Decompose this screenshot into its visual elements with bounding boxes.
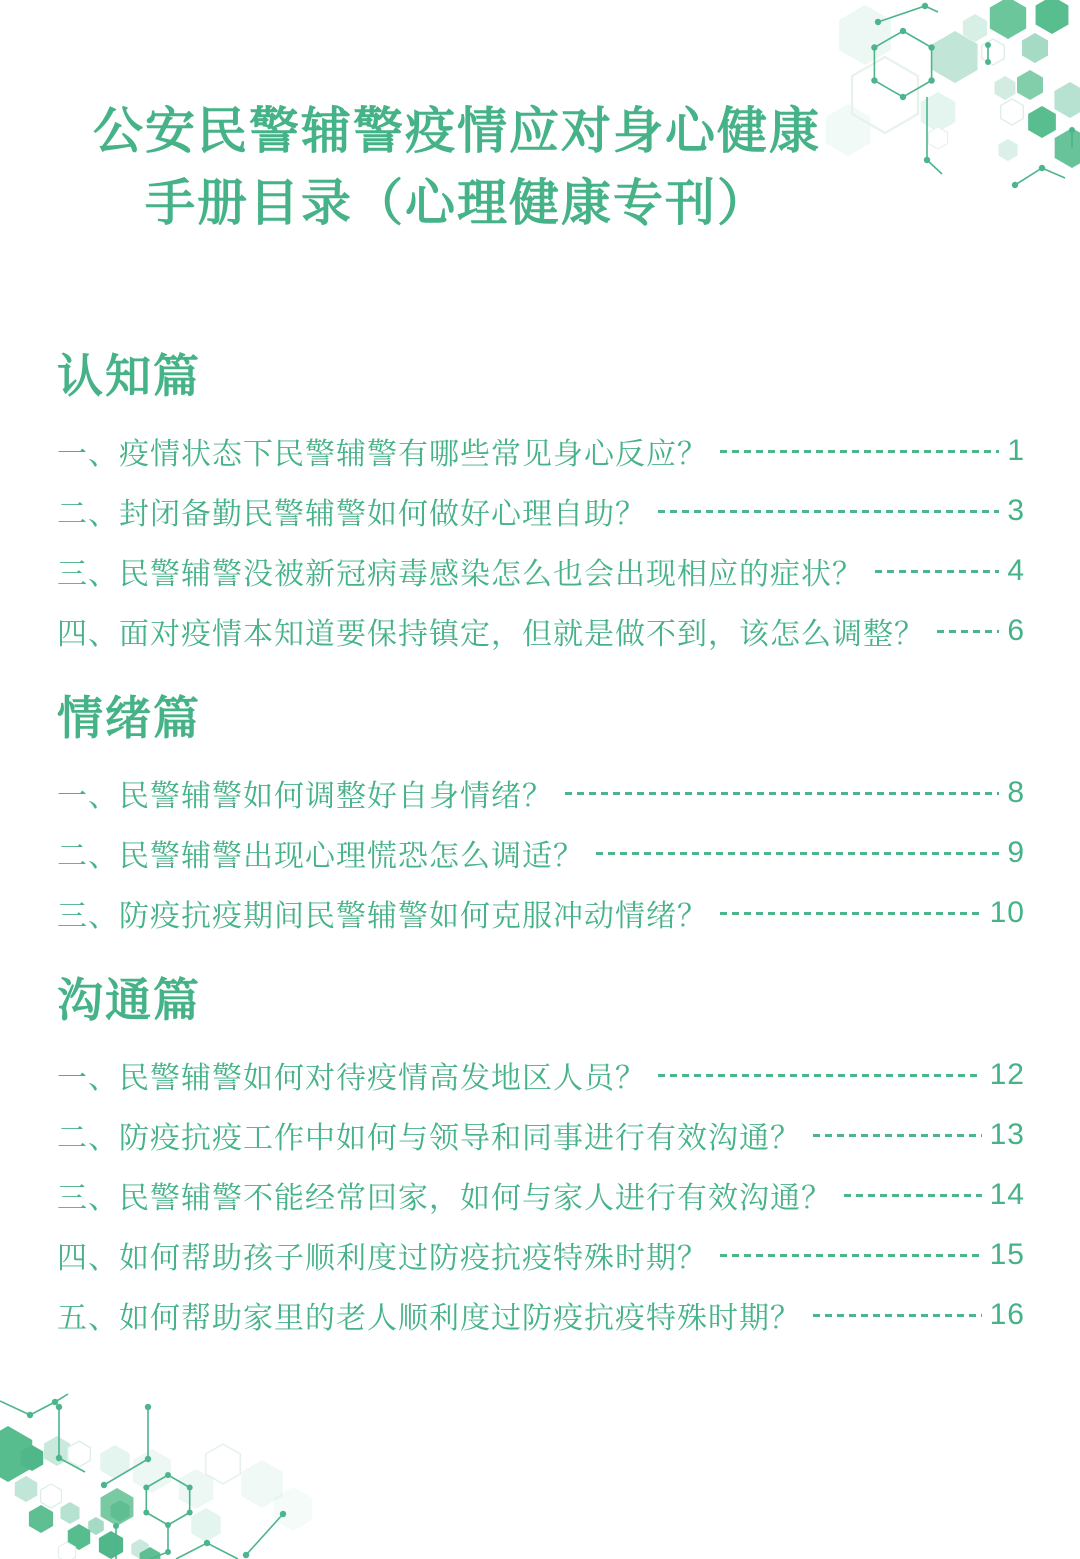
toc-entry-page-number: 10 — [989, 896, 1025, 929]
toc-entry-label: 一、民警辅警如何对待疫情高发地区人员？ — [57, 1062, 646, 1095]
toc-entry-label: 三、防疫抗疫期间民警辅警如何克服冲动情绪？ — [57, 900, 708, 933]
toc-entry-page-number: 13 — [989, 1118, 1025, 1151]
toc-entry-page-number: 12 — [989, 1058, 1025, 1091]
dashed-leader — [720, 1254, 982, 1257]
toc-entry-page-number: 8 — [1007, 776, 1025, 809]
dashed-leader — [875, 570, 999, 573]
section-heading: 情绪篇 — [57, 692, 201, 744]
dashed-leader — [813, 1134, 982, 1137]
section-items — [57, 421, 1025, 661]
toc-section — [57, 687, 1025, 943]
toc-entry-page-number: 4 — [1007, 554, 1025, 587]
toc-entry-label: 三、民警辅警没被新冠病毒感染怎么也会出现相应的症状？ — [57, 558, 863, 591]
toc-entry[interactable] — [57, 541, 1025, 601]
toc-entry[interactable] — [57, 823, 1025, 883]
section-heading: 沟通篇 — [57, 974, 201, 1026]
dashed-leader — [937, 630, 999, 633]
toc-entry-page-number: 14 — [989, 1178, 1025, 1211]
section-heading: 认知篇 — [57, 350, 201, 402]
dashed-leader — [720, 450, 999, 453]
toc-entry-page-number: 9 — [1007, 836, 1025, 869]
toc-entry[interactable] — [57, 1165, 1025, 1225]
section-items — [57, 1045, 1025, 1345]
toc-entry-label: 一、疫情状态下民警辅警有哪些常见身心反应？ — [57, 438, 708, 471]
dashed-leader — [658, 510, 999, 513]
toc-entry-label: 一、民警辅警如何调整好自身情绪？ — [57, 780, 553, 813]
toc-entry-page-number: 15 — [989, 1238, 1025, 1271]
toc-entry-label: 二、封闭备勤民警辅警如何做好心理自助？ — [57, 498, 646, 531]
dashed-leader — [658, 1074, 982, 1077]
toc-entry[interactable] — [57, 883, 1025, 943]
toc-entry-label: 五、如何帮助家里的老人顺利度过防疫抗疫特殊时期？ — [57, 1302, 801, 1335]
page-title-line-1: 公安民警辅警疫情应对身心健康 — [93, 103, 821, 159]
toc-list — [57, 345, 1025, 1345]
toc-entry-page-number: 16 — [989, 1298, 1025, 1331]
dashed-leader — [844, 1194, 982, 1197]
page-title-line-2: 手册目录（心理健康专刊） — [145, 175, 769, 231]
toc-entry-label: 四、如何帮助孩子顺利度过防疫抗疫特殊时期？ — [57, 1242, 708, 1275]
toc-entry-label: 二、民警辅警出现心理慌恐怎么调适？ — [57, 840, 584, 873]
toc-entry[interactable] — [57, 1045, 1025, 1105]
dashed-leader — [565, 792, 999, 795]
page-title — [57, 95, 857, 239]
toc-entry-label: 二、防疫抗疫工作中如何与领导和同事进行有效沟通？ — [57, 1122, 801, 1155]
dashed-leader — [813, 1314, 982, 1317]
dashed-leader — [596, 852, 999, 855]
toc-entry-page-number: 3 — [1007, 494, 1025, 527]
toc-section — [57, 969, 1025, 1345]
toc-entry-page-number: 6 — [1007, 614, 1025, 647]
toc-section — [57, 345, 1025, 661]
toc-entry-page-number: 1 — [1007, 434, 1025, 467]
toc-entry[interactable] — [57, 601, 1025, 661]
dashed-leader — [720, 912, 982, 915]
toc-entry[interactable] — [57, 1105, 1025, 1165]
toc-entry[interactable] — [57, 421, 1025, 481]
toc-entry[interactable] — [57, 481, 1025, 541]
toc-entry-label: 四、面对疫情本知道要保持镇定，但就是做不到，该怎么调整？ — [57, 618, 925, 651]
section-items — [57, 763, 1025, 943]
toc-entry[interactable] — [57, 1285, 1025, 1345]
toc-entry-label: 三、民警辅警不能经常回家，如何与家人进行有效沟通？ — [57, 1182, 832, 1215]
toc-entry[interactable] — [57, 1225, 1025, 1285]
toc-entry[interactable] — [57, 763, 1025, 823]
